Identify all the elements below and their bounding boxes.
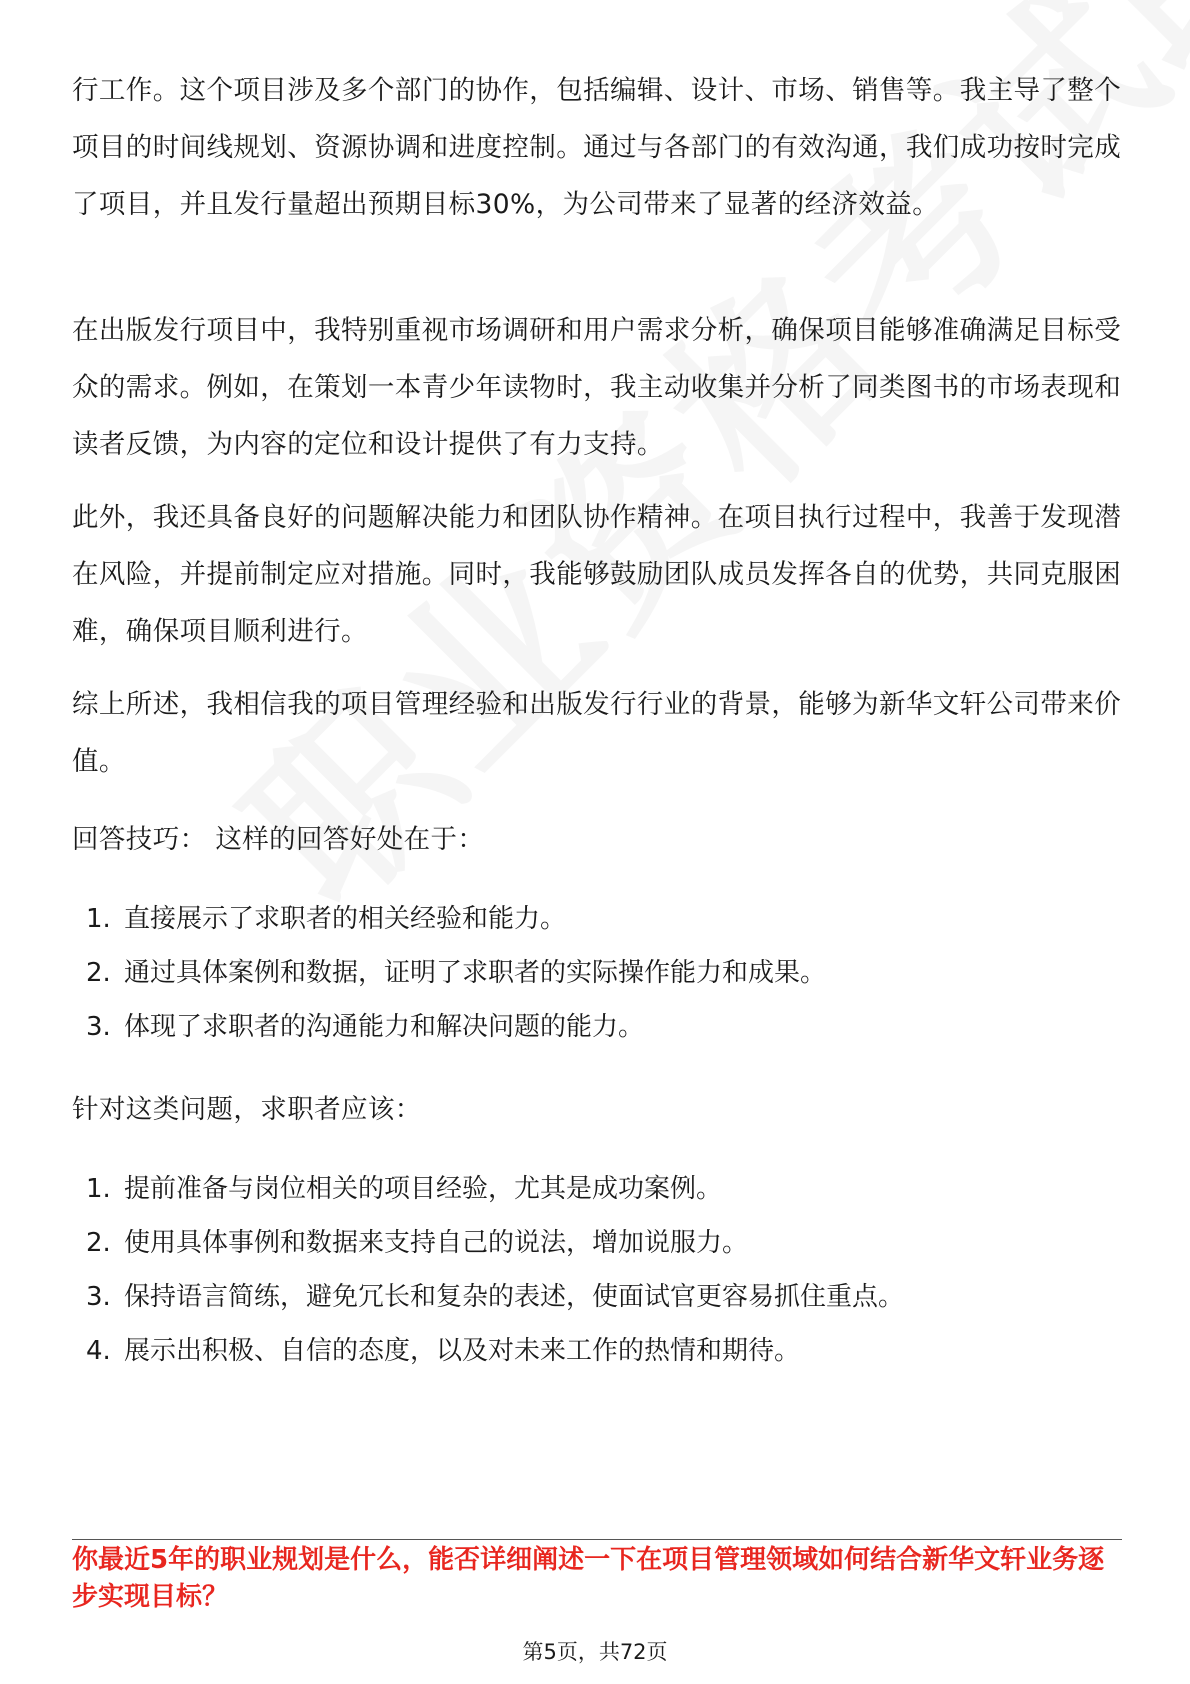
tip-text: 直接展示了求职者的相关经验和能力。	[124, 904, 567, 934]
tip-number: 1.	[86, 904, 111, 934]
advice-number: 4.	[86, 1336, 111, 1366]
advice-text: 展示出积极、自信的态度，以及对未来工作的热情和期待。	[124, 1336, 801, 1366]
section-divider	[72, 1539, 1122, 1540]
page-footer: 第5页，共72页	[522, 1640, 668, 1664]
advice-number: 1.	[86, 1174, 111, 1204]
tip-item-1	[86, 899, 566, 939]
advice-item-2	[86, 1223, 748, 1263]
answer-paragraph-1: 行工作。这个项目涉及多个部门的协作，包括编辑、设计、市场、销售等。我主导了整个项目的时间线规划、资源协调和进度控制。通过与各部门的有效沟通，我们成功按时完成了项目，并且发行量超出预期目标30%，为公司带来了显著的经济效益。	[72, 75, 1122, 220]
answer-paragraph-3: 此外，我还具备良好的问题解决能力和团队协作精神。在项目执行过程中，我善于发现潜在风险，并提前制定应对措施。同时，我能够鼓励团队成员发挥各自的优势，共同克服困难，确保项目顺利进行。	[72, 502, 1122, 647]
advice-number: 3.	[86, 1282, 111, 1312]
advice-item-3	[86, 1277, 904, 1317]
answer-paragraph-2: 在出版发行项目中，我特别重视市场调研和用户需求分析，确保项目能够准确满足目标受众的需求。例如，在策划一本青少年读物时，我主动收集并分析了同类图书的市场表现和读者反馈，为内容的定位和设计提供了有力支持。	[72, 315, 1122, 460]
tip-number: 2.	[86, 958, 111, 988]
tip-item-2	[86, 953, 826, 993]
tip-text: 体现了求职者的沟通能力和解决问题的能力。	[124, 1012, 645, 1042]
advice-text: 使用具体事例和数据来支持自己的说法，增加说服力。	[124, 1228, 749, 1258]
advice-number: 2.	[86, 1228, 111, 1258]
tip-number: 3.	[86, 1012, 111, 1042]
tip-item-3	[86, 1007, 644, 1047]
tip-text: 通过具体案例和数据，证明了求职者的实际操作能力和成果。	[124, 958, 827, 988]
advice-item-4	[86, 1331, 800, 1371]
advice-text: 保持语言简练，避免冗长和复杂的表述，使面试官更容易抓住重点。	[124, 1282, 905, 1312]
advice-text: 提前准备与岗位相关的项目经验，尤其是成功案例。	[124, 1174, 723, 1204]
advice-item-1	[86, 1169, 722, 1209]
advice-heading: 针对这类问题，求职者应该：	[72, 1094, 422, 1125]
answer-paragraph-4: 综上所述，我相信我的项目管理经验和出版发行行业的背景，能够为新华文轩公司带来价值。	[72, 689, 1122, 777]
next-question-heading: 你最近5年的职业规划是什么，能否详细阐述一下在项目管理领域如何结合新华文轩业务逐步实现目标？	[72, 1545, 1105, 1612]
tips-heading: 回答技巧： 这样的回答好处在于：	[72, 824, 485, 855]
